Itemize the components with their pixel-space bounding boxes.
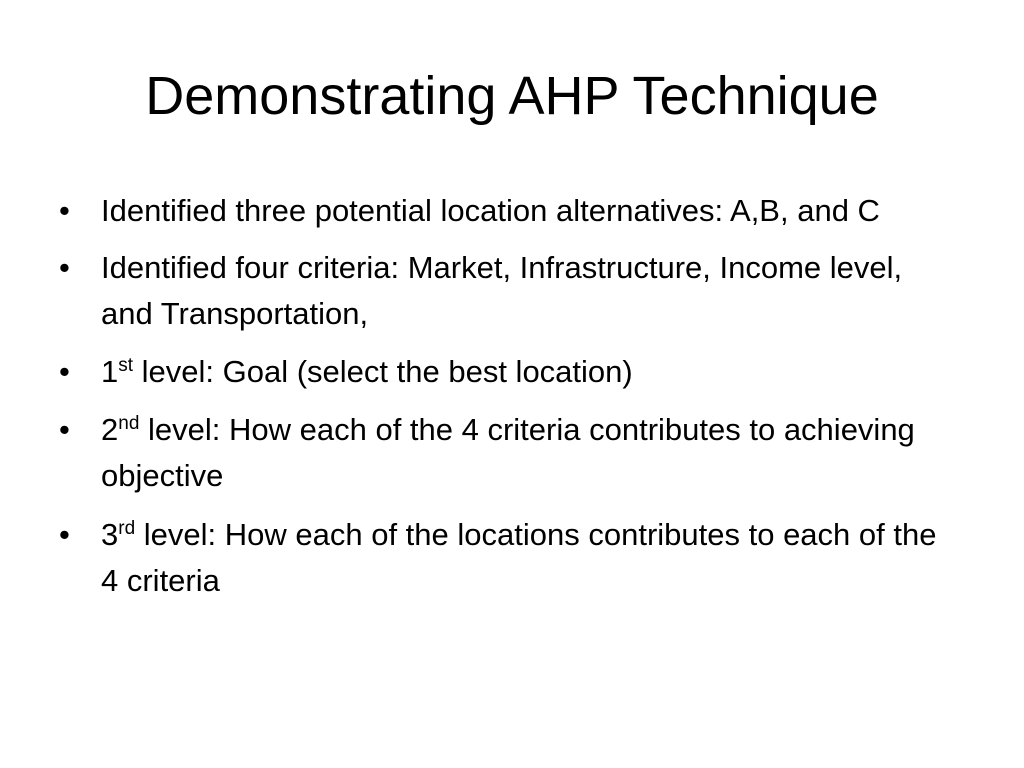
bullet-text: level: Goal (select the best location) (133, 354, 633, 389)
bullet-item-level-1 (58, 349, 958, 395)
bullet-text: level: How each of the 4 criteria contributes to achieving objective (101, 412, 915, 493)
ordinal-suffix: st (118, 355, 134, 376)
bullet-item-criteria (58, 245, 958, 337)
level-number: 1 (101, 354, 119, 389)
level-number: 3 (101, 517, 119, 552)
bullet-text: Identified three potential location alternatives: A,B, and C (101, 193, 880, 228)
bullet-list (58, 188, 958, 615)
bullet-text: Identified four criteria: Market, Infrastructure, Income level, and Transportation, (101, 250, 903, 331)
ordinal-suffix: rd (118, 518, 136, 539)
bullet-text: level: How each of the locations contributes to each of the 4 criteria (101, 517, 937, 598)
bullet-item-alternatives (58, 188, 958, 234)
ordinal-suffix: nd (118, 413, 140, 434)
bullet-item-level-3 (58, 512, 958, 604)
bullet-item-level-2 (58, 407, 958, 499)
slide-title: Demonstrating AHP Technique (145, 66, 879, 126)
level-number: 2 (101, 412, 119, 447)
